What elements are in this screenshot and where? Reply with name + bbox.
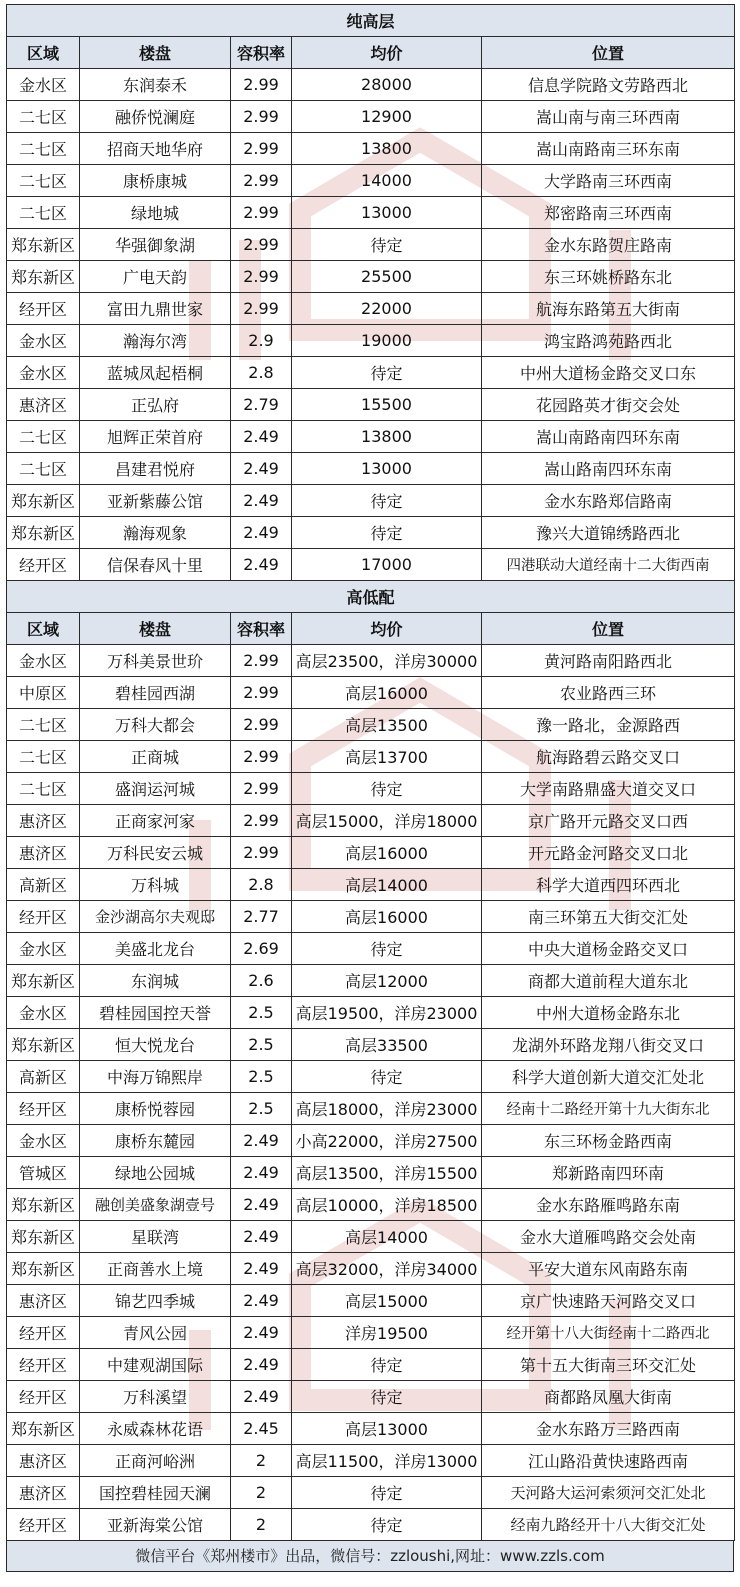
- far-cell: 2.5: [231, 1093, 292, 1125]
- far-cell: 2.99: [231, 645, 292, 677]
- location-cell: 航海路碧云路交叉口: [482, 741, 735, 773]
- location-cell: 大学南路鼎盛大道交叉口: [482, 773, 735, 805]
- far-cell: 2.49: [231, 453, 292, 485]
- far-cell: 2.99: [231, 133, 292, 165]
- far-cell: 2.5: [231, 997, 292, 1029]
- table-row: [7, 1381, 735, 1413]
- location-cell: 经南十二路经开第十九大街东北: [482, 1093, 735, 1125]
- price-cell: 高层14000: [292, 869, 482, 901]
- footer-credit: 微信平台《郑州楼市》出品，微信号：zzloushi,网址：www.zzls.com: [6, 1540, 734, 1572]
- project-cell: 万科大都会: [80, 709, 231, 741]
- price-cell: 高层23500，洋房30000: [292, 645, 482, 677]
- district-cell: 惠济区: [7, 805, 80, 837]
- project-cell: 融创美盛象湖壹号: [80, 1189, 231, 1221]
- location-cell: 第十五大街南三环交汇处: [482, 1349, 735, 1381]
- location-cell: 金水东路贺庄路南: [482, 229, 735, 261]
- district-cell: 高新区: [7, 869, 80, 901]
- far-cell: 2: [231, 1509, 292, 1541]
- table-row: [7, 261, 735, 293]
- far-cell: 2.99: [231, 293, 292, 325]
- project-cell: 锦艺四季城: [80, 1285, 231, 1317]
- district-cell: 高新区: [7, 1061, 80, 1093]
- table-row: [7, 421, 735, 453]
- project-cell: 康桥悦蓉园: [80, 1093, 231, 1125]
- far-cell: 2.49: [231, 1157, 292, 1189]
- project-cell: 信保春风十里: [80, 549, 231, 581]
- location-cell: 商都大道前程大道东北: [482, 965, 735, 997]
- district-cell: 经开区: [7, 1093, 80, 1125]
- project-cell: 亚新海棠公馆: [80, 1509, 231, 1541]
- price-cell: 13000: [292, 197, 482, 229]
- project-cell: 蓝城凤起梧桐: [80, 357, 231, 389]
- district-cell: 郑东新区: [7, 517, 80, 549]
- project-cell: 绿地城: [80, 197, 231, 229]
- price-cell: 待定: [292, 1061, 482, 1093]
- price-cell: 22000: [292, 293, 482, 325]
- price-cell: 高层15000: [292, 1285, 482, 1317]
- table-row: [7, 165, 735, 197]
- district-cell: 惠济区: [7, 837, 80, 869]
- far-cell: 2.5: [231, 1029, 292, 1061]
- far-cell: 2.79: [231, 389, 292, 421]
- price-cell: 待定: [292, 933, 482, 965]
- location-cell: 科学大道西四环西北: [482, 869, 735, 901]
- project-cell: 万科溪望: [80, 1381, 231, 1413]
- table-row: [7, 645, 735, 677]
- district-cell: 经开区: [7, 549, 80, 581]
- table-row: [7, 485, 735, 517]
- location-cell: 东三环姚桥路东北: [482, 261, 735, 293]
- location-cell: 京广路开元路交叉口西: [482, 805, 735, 837]
- column-header-row: [7, 37, 735, 69]
- column-header: 容积率: [231, 613, 292, 645]
- district-cell: 二七区: [7, 165, 80, 197]
- district-cell: 二七区: [7, 741, 80, 773]
- far-cell: 2.99: [231, 229, 292, 261]
- far-cell: 2.99: [231, 197, 292, 229]
- district-cell: 二七区: [7, 709, 80, 741]
- district-cell: 经开区: [7, 901, 80, 933]
- far-cell: 2.49: [231, 1381, 292, 1413]
- project-cell: 中海万锦熙岸: [80, 1061, 231, 1093]
- price-cell: 19000: [292, 325, 482, 357]
- project-cell: 正商河峪洲: [80, 1445, 231, 1477]
- price-cell: 待定: [292, 357, 482, 389]
- price-cell: 12900: [292, 101, 482, 133]
- location-cell: 东三环杨金路西南: [482, 1125, 735, 1157]
- table-row: [7, 933, 735, 965]
- price-cell: 待定: [292, 1381, 482, 1413]
- location-cell: 平安大道东风南路东南: [482, 1253, 735, 1285]
- far-cell: 2.49: [231, 1349, 292, 1381]
- price-cell: 待定: [292, 485, 482, 517]
- price-cell: 13800: [292, 133, 482, 165]
- price-cell: 高层18000，洋房23000: [292, 1093, 482, 1125]
- location-cell: 嵩山路南四环东南: [482, 453, 735, 485]
- price-cell: 高层15000，洋房18000: [292, 805, 482, 837]
- district-cell: 郑东新区: [7, 229, 80, 261]
- project-cell: 碧桂园西湖: [80, 677, 231, 709]
- district-cell: 郑东新区: [7, 1221, 80, 1253]
- project-cell: 旭辉正荣首府: [80, 421, 231, 453]
- far-cell: 2.99: [231, 101, 292, 133]
- table-row: [7, 1157, 735, 1189]
- project-cell: 盛润运河城: [80, 773, 231, 805]
- table-row: [7, 869, 735, 901]
- far-cell: 2.9: [231, 325, 292, 357]
- far-cell: 2.77: [231, 901, 292, 933]
- price-cell: 15500: [292, 389, 482, 421]
- far-cell: 2.49: [231, 1285, 292, 1317]
- project-cell: 正弘府: [80, 389, 231, 421]
- project-cell: 东润泰禾: [80, 69, 231, 101]
- location-cell: 中央大道杨金路交叉口: [482, 933, 735, 965]
- table-row: [7, 1093, 735, 1125]
- column-header: 均价: [292, 613, 482, 645]
- far-cell: 2.99: [231, 805, 292, 837]
- far-cell: 2: [231, 1445, 292, 1477]
- district-cell: 郑东新区: [7, 485, 80, 517]
- project-cell: 融侨悦澜庭: [80, 101, 231, 133]
- far-cell: 2.49: [231, 1317, 292, 1349]
- location-cell: 信息学院路文劳路西北: [482, 69, 735, 101]
- location-cell: 中州大道杨金路交叉口东: [482, 357, 735, 389]
- location-cell: 金水东路郑信路南: [482, 485, 735, 517]
- project-cell: 东润城: [80, 965, 231, 997]
- price-cell: 高层13000: [292, 1413, 482, 1445]
- location-cell: 经南九路经开十八大街交汇处: [482, 1509, 735, 1541]
- district-cell: 经开区: [7, 1317, 80, 1349]
- project-cell: 瀚海观象: [80, 517, 231, 549]
- district-cell: 惠济区: [7, 389, 80, 421]
- location-cell: 经开第十八大街经南十二路西北: [482, 1317, 735, 1349]
- district-cell: 经开区: [7, 1509, 80, 1541]
- project-cell: 康桥康城: [80, 165, 231, 197]
- table-row: [7, 709, 735, 741]
- table-row: [7, 1317, 735, 1349]
- far-cell: 2.49: [231, 1221, 292, 1253]
- price-cell: 高层11500，洋房13000: [292, 1445, 482, 1477]
- project-cell: 中建观湖国际: [80, 1349, 231, 1381]
- price-sheet: [6, 4, 734, 1572]
- district-cell: 惠济区: [7, 1445, 80, 1477]
- table-row: [7, 389, 735, 421]
- far-cell: 2.5: [231, 1061, 292, 1093]
- price-cell: 待定: [292, 229, 482, 261]
- location-cell: 农业路西三环: [482, 677, 735, 709]
- far-cell: 2.49: [231, 1189, 292, 1221]
- far-cell: 2.6: [231, 965, 292, 997]
- district-cell: 郑东新区: [7, 1413, 80, 1445]
- table-row: [7, 133, 735, 165]
- location-cell: 商都路凤凰大街南: [482, 1381, 735, 1413]
- district-cell: 金水区: [7, 69, 80, 101]
- column-header: 楼盘: [80, 37, 231, 69]
- far-cell: 2.99: [231, 261, 292, 293]
- location-cell: 金水东路雁鸣路东南: [482, 1189, 735, 1221]
- price-cell: 待定: [292, 1349, 482, 1381]
- far-cell: 2.8: [231, 357, 292, 389]
- district-cell: 中原区: [7, 677, 80, 709]
- price-cell: 高层19500，洋房23000: [292, 997, 482, 1029]
- column-header-row: [7, 613, 735, 645]
- project-cell: 正商家河家: [80, 805, 231, 837]
- table-row: [7, 1285, 735, 1317]
- location-cell: 江山路沿黄快速路西南: [482, 1445, 735, 1477]
- table-row: [7, 101, 735, 133]
- location-cell: 南三环第五大街交汇处: [482, 901, 735, 933]
- column-header: 区域: [7, 37, 80, 69]
- district-cell: 惠济区: [7, 1477, 80, 1509]
- price-cell: 高层13700: [292, 741, 482, 773]
- location-cell: 黄河路南阳路西北: [482, 645, 735, 677]
- project-cell: 正商善水上境: [80, 1253, 231, 1285]
- location-cell: 郑新路南四环南: [482, 1157, 735, 1189]
- table-row: [7, 1445, 735, 1477]
- table-row: [7, 197, 735, 229]
- district-cell: 郑东新区: [7, 1189, 80, 1221]
- district-cell: 二七区: [7, 773, 80, 805]
- far-cell: 2.99: [231, 677, 292, 709]
- table-row: [7, 1413, 735, 1445]
- location-cell: 天河路大运河索须河交汇处北: [482, 1477, 735, 1509]
- table-row: [7, 965, 735, 997]
- price-cell: 待定: [292, 773, 482, 805]
- project-cell: 恒大悦龙台: [80, 1029, 231, 1061]
- district-cell: 二七区: [7, 197, 80, 229]
- far-cell: 2.49: [231, 1125, 292, 1157]
- price-cell: 高层12000: [292, 965, 482, 997]
- section-table-1: [6, 4, 735, 581]
- price-cell: 待定: [292, 1509, 482, 1541]
- table-row: [7, 517, 735, 549]
- far-cell: 2.99: [231, 165, 292, 197]
- price-cell: 高层13500，洋房15500: [292, 1157, 482, 1189]
- table-row: [7, 293, 735, 325]
- project-cell: 碧桂园国控天誉: [80, 997, 231, 1029]
- price-cell: 25500: [292, 261, 482, 293]
- far-cell: 2.8: [231, 869, 292, 901]
- far-cell: 2.99: [231, 837, 292, 869]
- price-cell: 高层10000，洋房18500: [292, 1189, 482, 1221]
- price-cell: 高层16000: [292, 901, 482, 933]
- project-cell: 华强御象湖: [80, 229, 231, 261]
- location-cell: 大学路南三环西南: [482, 165, 735, 197]
- location-cell: 郑密路南三环西南: [482, 197, 735, 229]
- project-cell: 万科美景世玠: [80, 645, 231, 677]
- district-cell: 郑东新区: [7, 261, 80, 293]
- column-header: 位置: [482, 37, 735, 69]
- location-cell: 中州大道杨金路东北: [482, 997, 735, 1029]
- column-header: 楼盘: [80, 613, 231, 645]
- project-cell: 瀚海尔湾: [80, 325, 231, 357]
- district-cell: 金水区: [7, 1125, 80, 1157]
- section-table-2: [6, 580, 735, 1541]
- project-cell: 星联湾: [80, 1221, 231, 1253]
- table-row: [7, 997, 735, 1029]
- section-title: 纯高层: [7, 5, 735, 37]
- table-row: [7, 1029, 735, 1061]
- location-cell: 嵩山南路南四环东南: [482, 421, 735, 453]
- price-cell: 高层16000: [292, 837, 482, 869]
- section-title: 高低配: [7, 581, 735, 613]
- location-cell: 科学大道创新大道交汇处北: [482, 1061, 735, 1093]
- location-cell: 豫兴大道锦绣路西北: [482, 517, 735, 549]
- far-cell: 2.69: [231, 933, 292, 965]
- table-row: [7, 773, 735, 805]
- table-row: [7, 677, 735, 709]
- column-header: 位置: [482, 613, 735, 645]
- project-cell: 青风公园: [80, 1317, 231, 1349]
- district-cell: 管城区: [7, 1157, 80, 1189]
- table-row: [7, 453, 735, 485]
- location-cell: 龙湖外环路龙翔八街交叉口: [482, 1029, 735, 1061]
- table-row: [7, 229, 735, 261]
- district-cell: 金水区: [7, 325, 80, 357]
- project-cell: 康桥东麓园: [80, 1125, 231, 1157]
- location-cell: 鸿宝路鸿苑路西北: [482, 325, 735, 357]
- project-cell: 正商城: [80, 741, 231, 773]
- table-row: [7, 1349, 735, 1381]
- table-row: [7, 837, 735, 869]
- project-cell: 亚新紫藤公馆: [80, 485, 231, 517]
- district-cell: 金水区: [7, 645, 80, 677]
- project-cell: 永威森林花语: [80, 1413, 231, 1445]
- location-cell: 金水大道雁鸣路交会处南: [482, 1221, 735, 1253]
- location-cell: 京广快速路天河路交叉口: [482, 1285, 735, 1317]
- district-cell: 金水区: [7, 997, 80, 1029]
- far-cell: 2.49: [231, 517, 292, 549]
- table-row: [7, 1189, 735, 1221]
- location-cell: 航海东路第五大街南: [482, 293, 735, 325]
- district-cell: 郑东新区: [7, 1029, 80, 1061]
- price-cell: 高层16000: [292, 677, 482, 709]
- column-header: 容积率: [231, 37, 292, 69]
- column-header: 区域: [7, 613, 80, 645]
- table-row: [7, 1477, 735, 1509]
- table-row: [7, 69, 735, 101]
- column-header: 均价: [292, 37, 482, 69]
- project-cell: 万科民安云城: [80, 837, 231, 869]
- district-cell: 二七区: [7, 133, 80, 165]
- section-title-row: [7, 5, 735, 37]
- far-cell: 2.49: [231, 421, 292, 453]
- district-cell: 经开区: [7, 1381, 80, 1413]
- price-cell: 高层14000: [292, 1221, 482, 1253]
- price-cell: 高层33500: [292, 1029, 482, 1061]
- district-cell: 郑东新区: [7, 965, 80, 997]
- table-row: [7, 1253, 735, 1285]
- district-cell: 惠济区: [7, 1285, 80, 1317]
- project-cell: 国控碧桂园天澜: [80, 1477, 231, 1509]
- table-row: [7, 1509, 735, 1541]
- far-cell: 2.99: [231, 773, 292, 805]
- price-cell: 高层32000，洋房34000: [292, 1253, 482, 1285]
- project-cell: 昌建君悦府: [80, 453, 231, 485]
- project-cell: 万科城: [80, 869, 231, 901]
- price-cell: 14000: [292, 165, 482, 197]
- price-cell: 小高22000，洋房27500: [292, 1125, 482, 1157]
- location-cell: 金水东路万三路西南: [482, 1413, 735, 1445]
- price-cell: 高层13500: [292, 709, 482, 741]
- location-cell: 四港联动大道经南十二大街西南: [482, 549, 735, 581]
- project-cell: 招商天地华府: [80, 133, 231, 165]
- district-cell: 二七区: [7, 101, 80, 133]
- price-cell: 17000: [292, 549, 482, 581]
- project-cell: 美盛北龙台: [80, 933, 231, 965]
- price-cell: 洋房19500: [292, 1317, 482, 1349]
- district-cell: 金水区: [7, 933, 80, 965]
- far-cell: 2.49: [231, 485, 292, 517]
- far-cell: 2.49: [231, 1253, 292, 1285]
- district-cell: 金水区: [7, 357, 80, 389]
- price-cell: 28000: [292, 69, 482, 101]
- far-cell: 2.99: [231, 69, 292, 101]
- price-cell: 13000: [292, 453, 482, 485]
- project-cell: 金沙湖高尔夫观邸: [80, 901, 231, 933]
- table-row: [7, 325, 735, 357]
- district-cell: 郑东新区: [7, 1253, 80, 1285]
- far-cell: 2.99: [231, 741, 292, 773]
- location-cell: 豫一路北，金源路西: [482, 709, 735, 741]
- district-cell: 经开区: [7, 293, 80, 325]
- far-cell: 2.49: [231, 549, 292, 581]
- table-row: [7, 1061, 735, 1093]
- district-cell: 二七区: [7, 421, 80, 453]
- project-cell: 富田九鼎世家: [80, 293, 231, 325]
- table-row: [7, 1221, 735, 1253]
- district-cell: 二七区: [7, 453, 80, 485]
- location-cell: 开元路金河路交叉口北: [482, 837, 735, 869]
- district-cell: 经开区: [7, 1349, 80, 1381]
- project-cell: 绿地公园城: [80, 1157, 231, 1189]
- price-cell: 13800: [292, 421, 482, 453]
- location-cell: 嵩山南与南三环西南: [482, 101, 735, 133]
- table-row: [7, 549, 735, 581]
- project-cell: 广电天韵: [80, 261, 231, 293]
- price-cell: 待定: [292, 517, 482, 549]
- far-cell: 2: [231, 1477, 292, 1509]
- location-cell: 嵩山南路南三环东南: [482, 133, 735, 165]
- table-row: [7, 357, 735, 389]
- location-cell: 花园路英才街交会处: [482, 389, 735, 421]
- far-cell: 2.45: [231, 1413, 292, 1445]
- section-title-row: [7, 581, 735, 613]
- table-row: [7, 741, 735, 773]
- table-row: [7, 805, 735, 837]
- price-cell: 待定: [292, 1477, 482, 1509]
- table-row: [7, 901, 735, 933]
- table-row: [7, 1125, 735, 1157]
- far-cell: 2.99: [231, 709, 292, 741]
